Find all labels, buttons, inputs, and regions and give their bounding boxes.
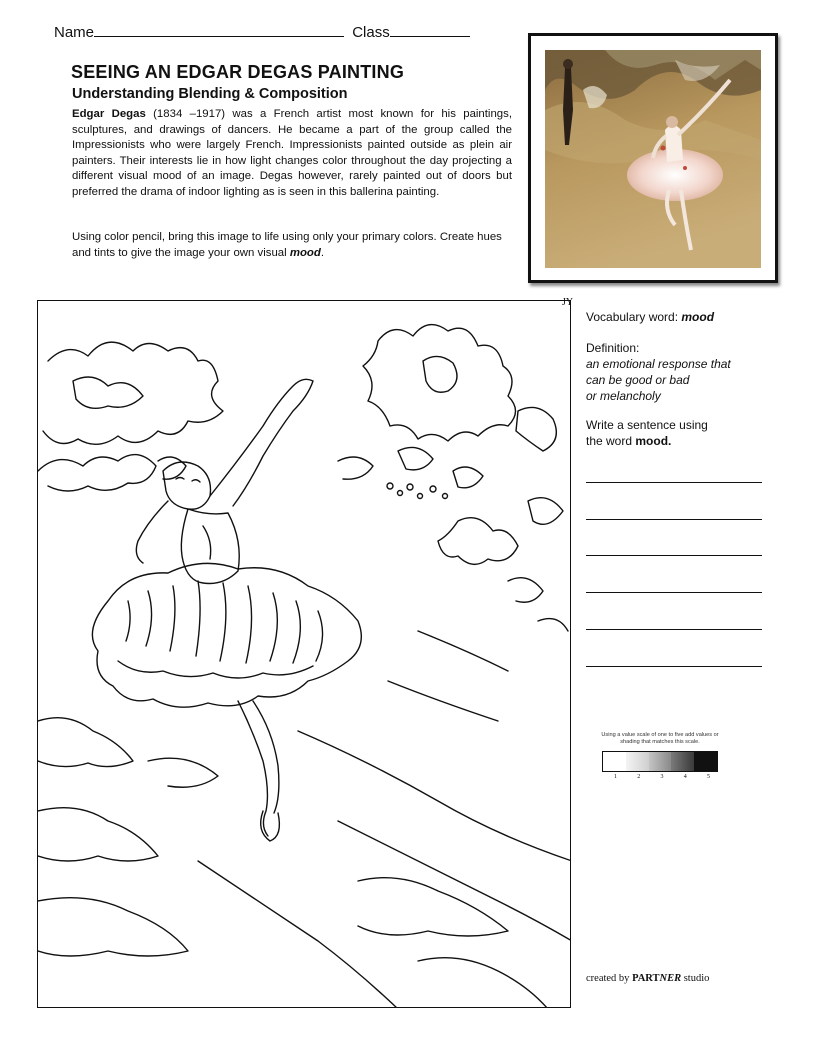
answer-line-1[interactable] xyxy=(586,482,762,483)
definition-line-2: can be good or bad xyxy=(586,373,690,387)
page-subtitle: Understanding Blending & Composition xyxy=(72,86,348,102)
value-number-2: 2 xyxy=(637,774,641,781)
vocabulary-line xyxy=(586,310,714,326)
sentence-prompt-line-2 xyxy=(586,434,671,450)
answer-line-3[interactable] xyxy=(586,555,762,556)
instructions-emphasis: mood xyxy=(289,246,321,259)
intro-paragraph xyxy=(72,107,512,201)
value-swatch-5 xyxy=(694,752,717,771)
artist-signature: JY xyxy=(562,297,574,308)
value-number-5: 5 xyxy=(707,774,710,781)
answer-line-6[interactable] xyxy=(586,666,762,667)
vocabulary-word: mood xyxy=(681,310,715,324)
value-scale-numbers xyxy=(598,772,722,780)
definition-label: Definition: xyxy=(586,341,640,355)
sentence-prompt-prefix: the word xyxy=(586,434,636,448)
artist-name: Edgar Degas xyxy=(72,108,146,120)
name-label: Name xyxy=(54,24,95,41)
coloring-drawing[interactable] xyxy=(37,300,571,1008)
sentence-prompt-line-1: Write a sentence using xyxy=(586,418,708,432)
intro-text: (1834 –1917) was a French artist most known for his paintings, sculptures, and drawings of dancers. He became a part of the group called the Impressionists who were largely French. Impressionists painted outside as plein air painters. Their interests lie in how light changes color throughout the day projecting a different visual mood of an image. Degas however, rarely painted out of doors but preferred the drama of indoor lighting as is seen in this ballerina painting. xyxy=(72,108,512,198)
sentence-prompt-word: mood. xyxy=(635,434,672,448)
answer-line-2[interactable] xyxy=(586,519,762,520)
credit-prefix: created by xyxy=(586,973,633,984)
value-number-4: 4 xyxy=(683,774,687,781)
class-label: Class xyxy=(352,24,390,41)
painting-frame xyxy=(528,33,778,283)
value-swatch-4 xyxy=(671,752,694,771)
name-field[interactable] xyxy=(94,24,344,37)
vocabulary-label: Vocabulary word: xyxy=(586,310,682,324)
value-number-1: 1 xyxy=(614,774,617,781)
instructions-end: . xyxy=(320,246,324,259)
answer-line-4[interactable] xyxy=(586,592,762,593)
class-field[interactable] xyxy=(390,24,470,37)
answer-line-5[interactable] xyxy=(586,629,762,630)
name-class-row xyxy=(54,24,470,41)
page-title: SEEING AN EDGAR DEGAS PAINTING xyxy=(71,62,405,82)
instructions-paragraph xyxy=(72,230,512,261)
value-scale-caption: Using a value scale of one to five add values or shading that matches this scale. xyxy=(601,732,719,745)
credit-line xyxy=(586,973,709,984)
credit-suffix: studio xyxy=(681,973,710,984)
value-swatch-3 xyxy=(649,752,672,771)
credit-brand-part1: PART xyxy=(632,973,660,984)
value-scale xyxy=(598,732,722,780)
painting-image xyxy=(545,50,761,268)
definition-line-1: an emotional response that xyxy=(586,357,731,371)
instructions-text: Using color pencil, bring this image to life using only your primary colors. Create hues and tints to give the image your own visual xyxy=(72,231,502,259)
credit-brand-part2: NER xyxy=(659,973,682,984)
value-swatch-2 xyxy=(626,752,649,771)
value-swatch-1 xyxy=(603,752,626,771)
definition-line-3: or melancholy xyxy=(586,389,661,403)
value-scale-bar xyxy=(602,751,718,772)
value-number-3: 3 xyxy=(660,774,664,781)
